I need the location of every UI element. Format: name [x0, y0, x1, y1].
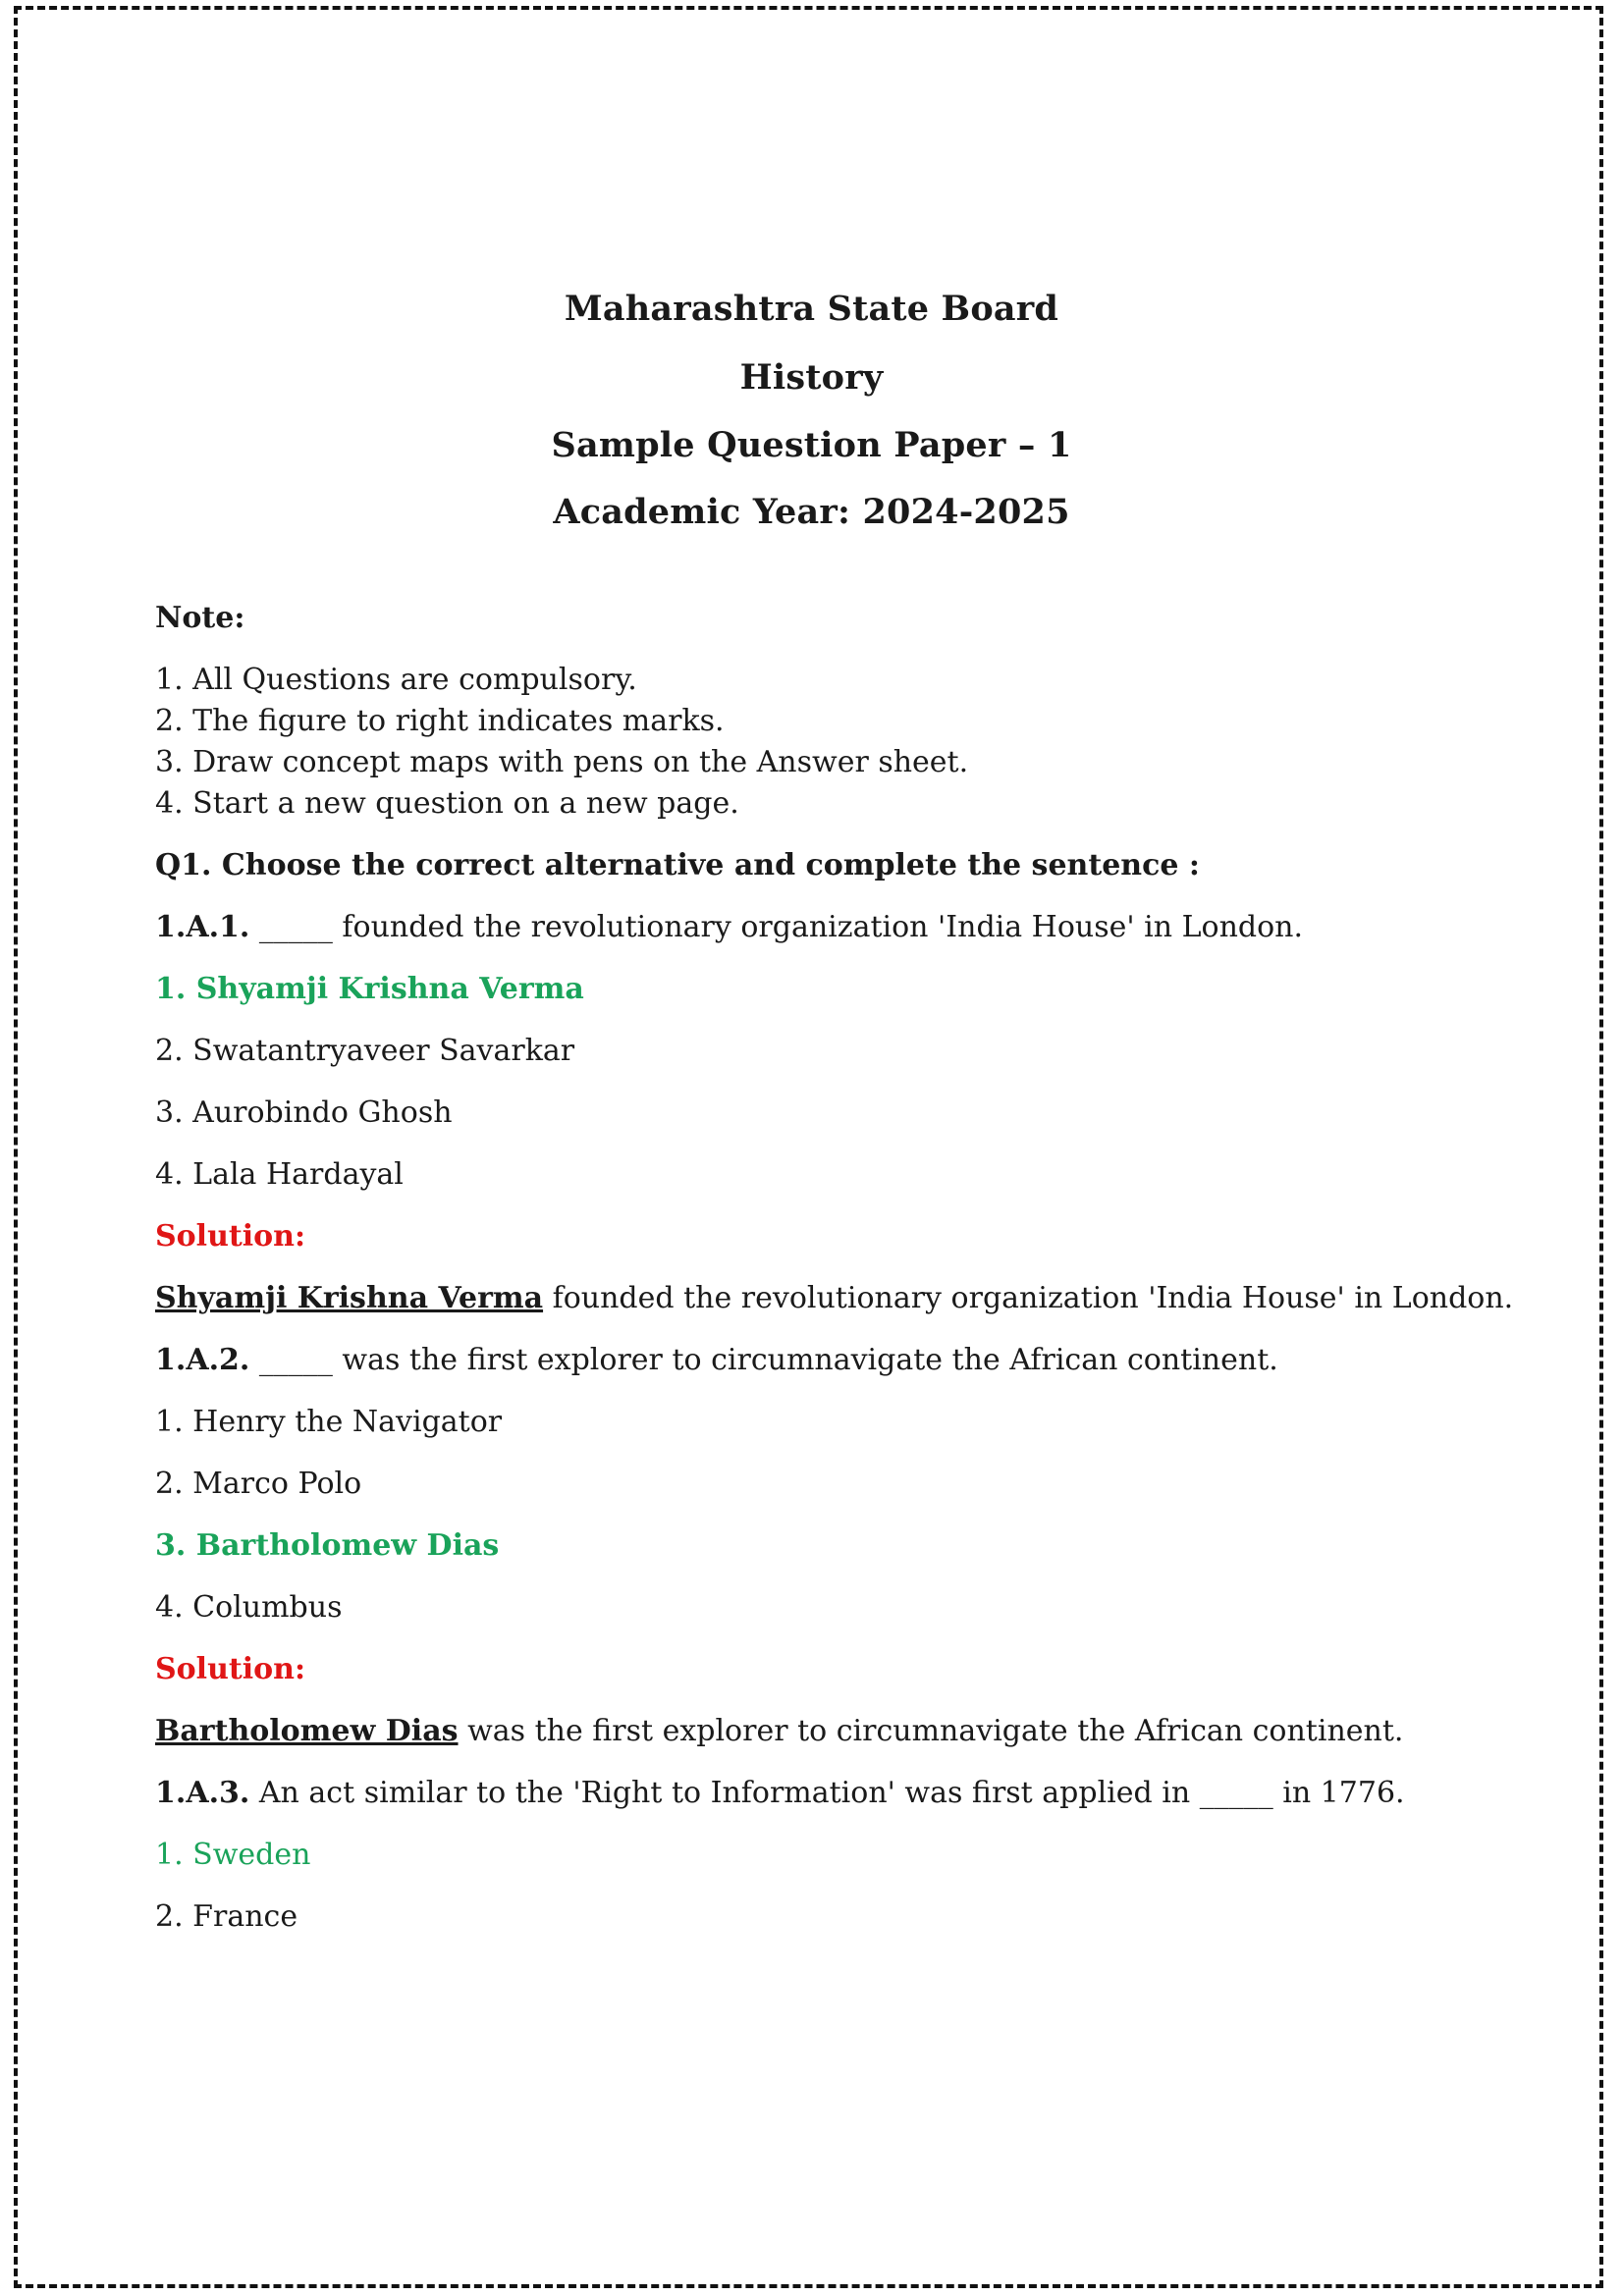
- question-number: 1.A.1.: [155, 910, 250, 944]
- question-1a1: [155, 910, 1303, 945]
- subject-title: History: [739, 357, 884, 398]
- solution-label: Solution:: [155, 1652, 306, 1686]
- question-1a3: [155, 1776, 1405, 1811]
- question-text: _____ was the first explorer to circumnavigate the African continent.: [249, 1343, 1278, 1377]
- option: 4. Columbus: [155, 1590, 343, 1625]
- solution-text: [155, 1281, 1513, 1316]
- option-correct: 1. Sweden: [155, 1838, 311, 1872]
- option: 2. France: [155, 1899, 298, 1934]
- option: 1. Henry the Navigator: [155, 1405, 503, 1439]
- option: 4. Lala Hardayal: [155, 1157, 404, 1192]
- question-number: 1.A.2.: [155, 1343, 250, 1377]
- option-correct: 1. Shyamji Krishna Verma: [155, 972, 584, 1006]
- academic-year: Academic Year: 2024-2025: [553, 492, 1070, 532]
- solution-text: [155, 1714, 1403, 1749]
- question-1a2: [155, 1343, 1278, 1378]
- solution-rest: founded the revolutionary organization 'India House' in London.: [543, 1281, 1514, 1315]
- note-item: 4. Start a new question on a new page.: [155, 786, 739, 821]
- option: 3. Aurobindo Ghosh: [155, 1095, 453, 1130]
- question-number: 1.A.3.: [155, 1776, 250, 1810]
- note-item: 2. The figure to right indicates marks.: [155, 704, 725, 738]
- board-title: Maharashtra State Board: [564, 289, 1059, 329]
- question-text: _____ founded the revolutionary organization 'India House' in London.: [249, 910, 1304, 944]
- note-item: 1. All Questions are compulsory.: [155, 663, 637, 697]
- question-text: An act similar to the 'Right to Information' was first applied in _____ in 1776.: [249, 1776, 1405, 1810]
- solution-answer: Shyamji Krishna Verma: [155, 1281, 544, 1315]
- note-item: 3. Draw concept maps with pens on the Answer sheet.: [155, 745, 969, 779]
- solution-rest: was the first explorer to circumnavigate the African continent.: [458, 1714, 1404, 1748]
- option: 2. Marco Polo: [155, 1467, 362, 1501]
- q1-heading: Q1. Choose the correct alternative and complete the sentence :: [155, 848, 1200, 882]
- option-correct: 3. Bartholomew Dias: [155, 1528, 500, 1563]
- option: 2. Swatantryaveer Savarkar: [155, 1034, 575, 1068]
- solution-answer: Bartholomew Dias: [155, 1714, 459, 1748]
- paper-title: Sample Question Paper – 1: [551, 425, 1072, 465]
- note-title: Note:: [155, 601, 245, 635]
- page-border: [14, 6, 1603, 2288]
- solution-label: Solution:: [155, 1219, 306, 1254]
